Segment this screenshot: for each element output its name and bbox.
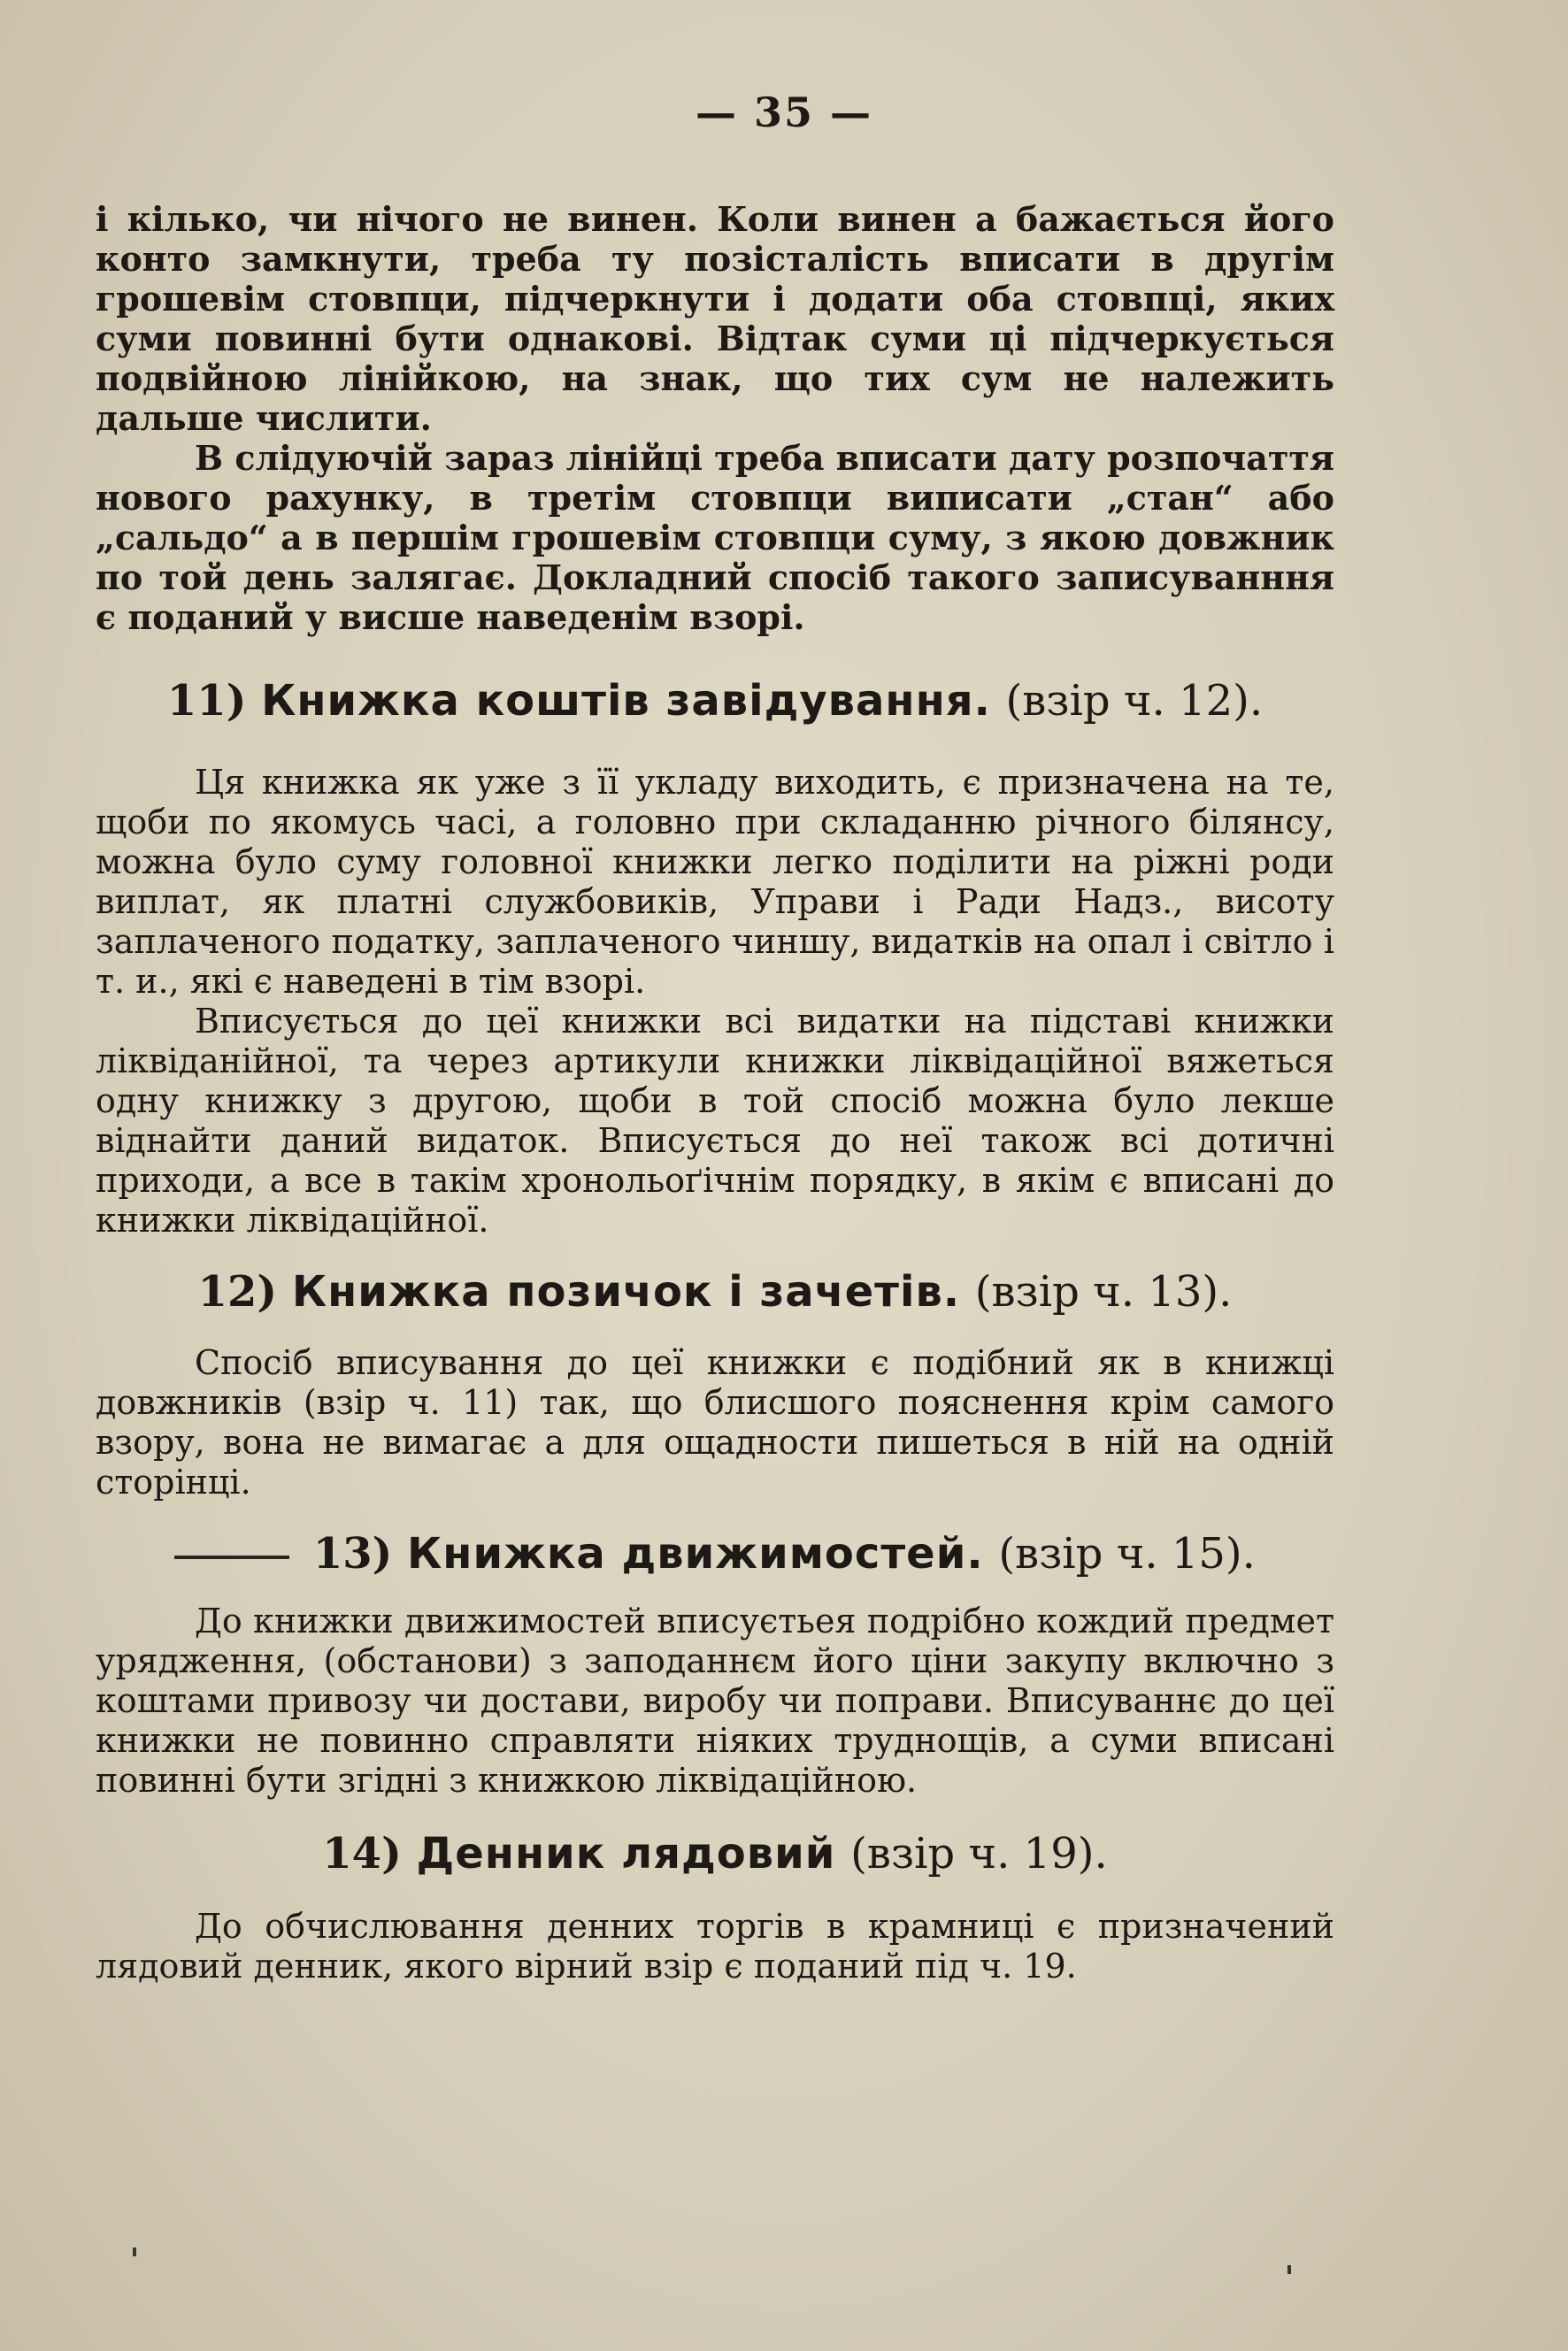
section-name: Денник лядовий xyxy=(416,1829,836,1878)
decorative-rule xyxy=(174,1556,289,1559)
section-11-paragraph-2: Вписується до цеї книжки всі видатки на підставі книжки ліквіданійної, та через артикули книжки ліквідаційної вяжеться одну книжку з другою, щоби в той спосіб можна було лекше віднайти даний видаток. Вписується до неї також всі дотичні приходи, а все в такім хронольоґічнім порядку, в якім є вписані до книжки ліквідаційної. xyxy=(96,1002,1334,1240)
paper-speck xyxy=(133,2247,136,2256)
intro-paragraph-2: В слідуючій зараз лінійці треба вписати дату розпочаття нового рахунку, в третім стовпци виписати „стан“ або „сальдо“ а в першім грошевім стовпци суму, з якою довжник по той день залягає. Докладний спосіб такого записуванння є поданий у висше наведенім взорі. xyxy=(96,438,1334,637)
section-name: Книжка позичок і зачетів. xyxy=(291,1267,961,1317)
section-12-paragraph-1: Спосіб вписування до цеї книжки є подібний як в книжці довжників (взір ч. 11) так, що блисшого пояснення крім самого взору, вона не вимагає а для ощадности пишеться в ній на одній сторінці. xyxy=(96,1343,1334,1502)
section-heading-11 xyxy=(96,674,1334,727)
section-name: Книжка движимостей. xyxy=(407,1529,984,1579)
section-number: 14) xyxy=(322,1829,402,1878)
section-11-paragraph-1: Ця книжка як уже з її укладу виходить, є призначена на те, щоби по якомусь часі, а головно при складанню річного білянсу, можна було суму головної книжки легко поділити на ріжні роди виплат, як платні службовиків, Управи і Ради Надз., висоту заплаченого податку, заплаченого чиншу, видатків на опал і світло і т. и., які є наведені в тім взорі. xyxy=(96,763,1334,1001)
section-reference: (взір ч. 19). xyxy=(850,1829,1108,1878)
section-reference: (взір ч. 12). xyxy=(1005,676,1264,726)
intro-paragraph-1: і кілько, чи нічого не винен. Коли винен а бажається його конто замкнути, треба ту позісталість вписати в другім грошевім стовпци, підчеркнути і додати оба стовпці, яких суми повинні бути однакові. Відтак суми ці підчеркується подвійною лінійкою, на знак, що тих сум не належить дальше числити. xyxy=(96,199,1334,438)
section-number: 13) xyxy=(312,1529,393,1579)
section-heading-13 xyxy=(96,1527,1334,1580)
section-number: 12) xyxy=(197,1267,278,1317)
section-14-paragraph-1: До обчислювання денних торгів в крамниці є призначений лядовий денник, якого вірний взір є поданий під ч. 19. xyxy=(96,1907,1334,1986)
page-number: — 35 — xyxy=(695,88,873,136)
section-reference: (взір ч. 13). xyxy=(974,1267,1233,1317)
paper-speck xyxy=(1287,2265,1291,2274)
section-reference: (взір ч. 15). xyxy=(998,1529,1256,1579)
section-name: Книжка коштів завідування. xyxy=(261,676,991,726)
section-number: 11) xyxy=(166,676,247,726)
page-content xyxy=(96,199,1334,1986)
section-13-paragraph-1: До книжки движимостей вписуєтьея подрібно кождий предмет урядження, (обстанови) з заподаннєм його ціни закупу включно з коштами привозу чи достави, виробу чи поправи. Вписуваннє до цеї книжки не повинно справляти ніяких труднощів, а суми вписані повинні бути згідні з книжкою ліквідаційною. xyxy=(96,1602,1334,1800)
section-heading-14 xyxy=(96,1827,1334,1880)
section-heading-12 xyxy=(96,1265,1334,1318)
